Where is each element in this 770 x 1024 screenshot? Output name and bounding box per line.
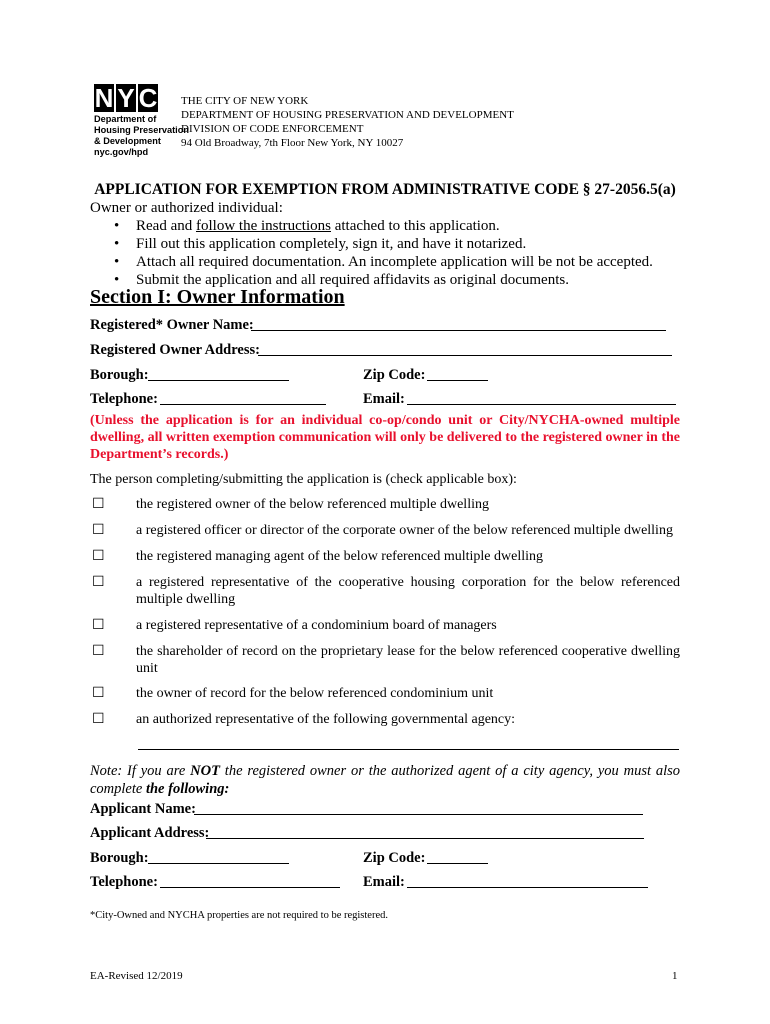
applicant-zip-label: Zip Code: xyxy=(363,850,426,866)
intro-text: Owner or authorized individual: xyxy=(90,200,283,216)
nyc-logo-mark xyxy=(94,84,174,112)
applicant-telephone-field[interactable] xyxy=(160,887,340,888)
instruction-item: • Fill out this application completely, sign it, and have it notarized. xyxy=(112,235,653,253)
role-option-label: a registered representative of the cooperative housing corporation for the below referenced multiple dwelling xyxy=(136,575,680,607)
nyc-hpd-logo xyxy=(94,83,189,158)
applicant-borough-field[interactable] xyxy=(148,863,289,864)
header-line: THE CITY OF NEW YORK xyxy=(181,95,309,107)
owner-email-field[interactable] xyxy=(407,404,676,405)
checkbox[interactable]: ☐ xyxy=(92,686,105,701)
owner-borough-field[interactable] xyxy=(148,380,289,381)
document-title: APPLICATION FOR EXEMPTION FROM ADMINISTRATIVE CODE § 27-2056.5(a) xyxy=(94,181,676,198)
applicant-address-label: Applicant Address: xyxy=(90,825,210,841)
instruction-text: Read and xyxy=(136,218,196,234)
applicant-telephone-label: Telephone: xyxy=(90,874,158,890)
applicant-zip-field[interactable] xyxy=(427,863,488,864)
revision-label: EA-Revised 12/2019 xyxy=(90,970,183,982)
logo-line: nyc.gov/hpd xyxy=(94,147,149,157)
delivery-notice: (Unless the application is for an individual co-op/condo unit or City/NYCHA-owned multiple dwelling, all written exemption communication will only be delivered to the registered owner in the Department’s records.) xyxy=(90,413,680,462)
applicant-email-label: Email: xyxy=(363,874,405,890)
note-emphasis: NOT xyxy=(190,763,220,779)
follow-instructions-link[interactable]: follow the instructions xyxy=(195,218,331,234)
role-option-label: a registered officer or director of the corporate owner of the below referenced multiple dwelling xyxy=(136,523,673,538)
header-line: DEPARTMENT OF HOUSING PRESERVATION AND DEVELOPMENT xyxy=(181,109,514,121)
logo-line: & Development xyxy=(94,136,161,146)
logo-line: Department of xyxy=(94,114,157,124)
header-address: 94 Old Broadway, 7th Floor New York, NY 10027 xyxy=(181,137,404,149)
instruction-text: attached to this application. xyxy=(330,218,500,234)
section-heading: Section I: Owner Information xyxy=(90,286,345,308)
note-emphasis: the following: xyxy=(145,781,230,797)
checkbox[interactable]: ☐ xyxy=(92,712,105,727)
page-number: 1 xyxy=(672,970,678,982)
instruction-item xyxy=(112,217,653,235)
note-text: the registered owner or the authorized agent of a city agency, you must also complete xyxy=(90,763,680,797)
owner-address-field[interactable] xyxy=(258,355,672,356)
agency-name-field[interactable] xyxy=(138,749,679,750)
instruction-list xyxy=(112,217,653,289)
owner-zip-label: Zip Code: xyxy=(363,367,426,383)
role-option-label: the owner of record for the below referenced condominium unit xyxy=(136,686,494,701)
role-option-label: the registered owner of the below referenced multiple dwelling xyxy=(136,497,489,512)
checkbox[interactable]: ☐ xyxy=(92,618,105,633)
checkbox[interactable]: ☐ xyxy=(92,497,105,512)
logo-letter-c: C xyxy=(138,83,158,113)
applicant-name-field[interactable] xyxy=(194,814,643,815)
checkbox[interactable]: ☐ xyxy=(92,575,105,590)
owner-zip-field[interactable] xyxy=(427,380,488,381)
owner-borough-label: Borough: xyxy=(90,367,149,383)
applicant-note xyxy=(90,762,680,798)
owner-telephone-field[interactable] xyxy=(160,404,326,405)
logo-letter-y: Y xyxy=(117,83,135,113)
logo-letter-n: N xyxy=(94,83,114,113)
role-option-label: a registered representative of a condominium board of managers xyxy=(136,618,497,633)
instruction-item: • Submit the application and all required affidavits as original documents. xyxy=(112,271,653,289)
role-option-label: the registered managing agent of the below referenced multiple dwelling xyxy=(136,549,544,564)
logo-line: Housing Preservation xyxy=(94,125,189,135)
footnote: *City-Owned and NYCHA properties are not required to be registered. xyxy=(90,910,388,921)
applicant-address-field[interactable] xyxy=(206,838,644,839)
person-prompt: The person completing/submitting the application is (check applicable box): xyxy=(90,472,517,487)
header-line: DIVISION OF CODE ENFORCEMENT xyxy=(181,123,364,135)
owner-telephone-label: Telephone: xyxy=(90,391,158,407)
applicant-borough-label: Borough: xyxy=(90,850,149,866)
note-text: Note: If you are xyxy=(90,763,191,779)
agency-header xyxy=(181,94,514,150)
owner-name-field[interactable] xyxy=(251,330,666,331)
owner-email-label: Email: xyxy=(363,391,405,407)
applicant-name-label: Applicant Name: xyxy=(90,801,196,817)
role-option-label: an authorized representative of the following governmental agency: xyxy=(136,712,516,727)
checkbox[interactable]: ☐ xyxy=(92,644,105,659)
owner-name-label: Registered* Owner Name: xyxy=(90,317,254,333)
instruction-item: • Attach all required documentation. An incomplete application will be not be accepted. xyxy=(112,253,653,271)
checkbox[interactable]: ☐ xyxy=(92,549,105,564)
logo-agency-text xyxy=(94,114,189,158)
owner-address-label: Registered Owner Address: xyxy=(90,342,260,358)
applicant-email-field[interactable] xyxy=(407,887,648,888)
role-option-label: the shareholder of record on the proprietary lease for the below referenced cooperative dwelling unit xyxy=(136,644,680,676)
checkbox[interactable]: ☐ xyxy=(92,523,105,538)
